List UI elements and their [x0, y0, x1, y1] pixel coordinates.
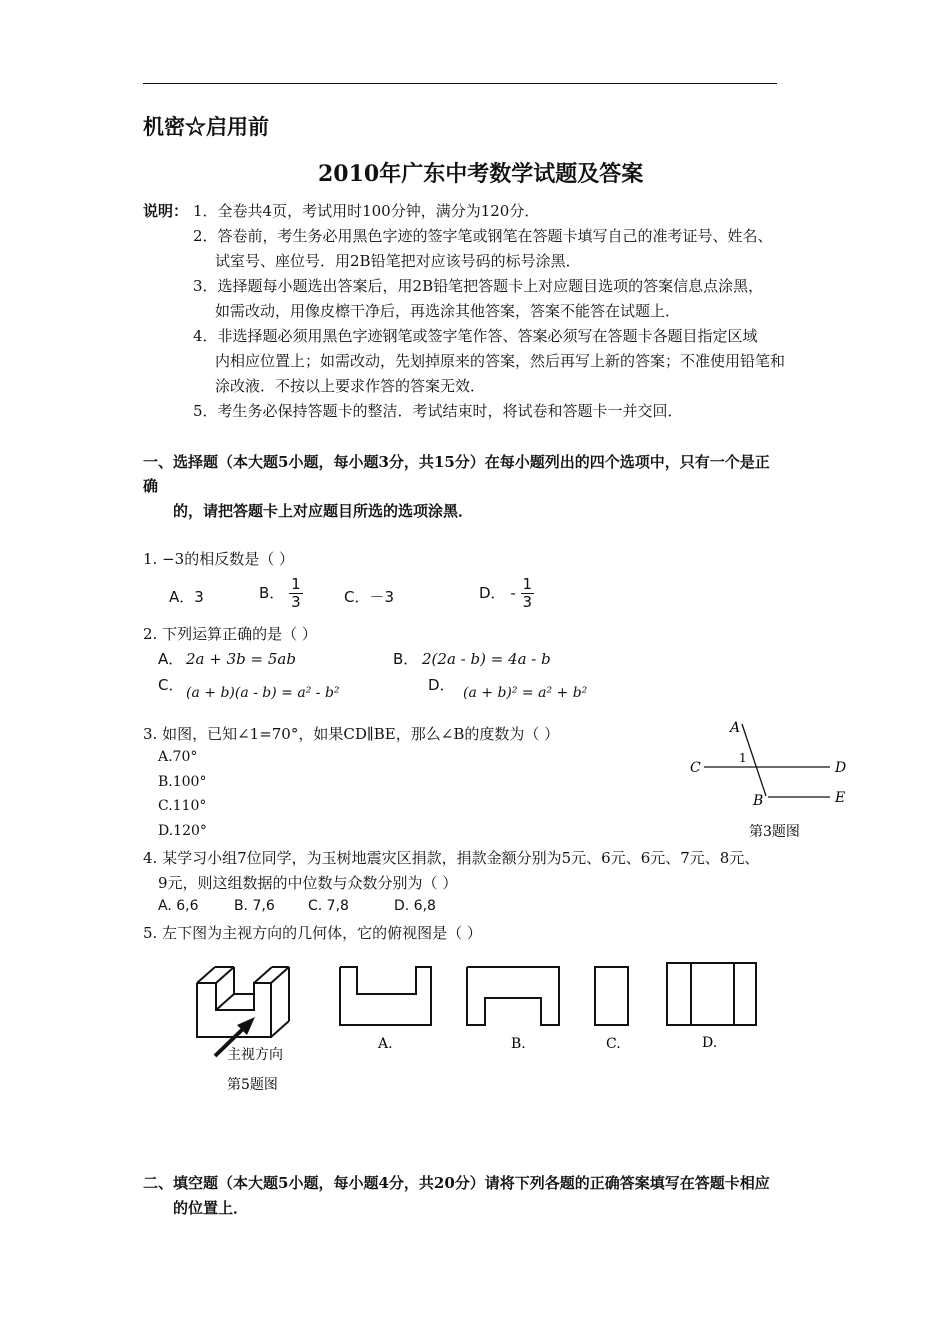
q5-option-c-figure: [595, 967, 628, 1025]
fraction-numerator: 1: [522, 575, 533, 593]
section2-heading: 二、填空题（本大题5小题，每小题4分，共20分）请将下列各题的正确答案填写在答题卡相应: [143, 1174, 770, 1192]
q2-option-c-label: C．: [158, 676, 184, 694]
instruction-line: 3．选择题每小题选出答案后，用2B铅笔把答题卡上对应题目选项的答案信息点涂黑，: [193, 277, 764, 295]
q1-stem: 1. −3的相反数是（ ）: [143, 550, 294, 568]
label-d: D: [835, 760, 847, 776]
view-direction-label: 主视方向: [227, 1047, 283, 1063]
instruction-line: 4．非选择题必须用黑色字迹钢笔或签字笔作答、答案必须写在答题卡各题目指定区域: [193, 327, 758, 345]
instructions-label: 说明：: [143, 202, 189, 220]
q4-option-b: B. 7,6: [234, 898, 275, 914]
q4-option-a: A. 6,6: [158, 898, 199, 914]
instruction-line: 5．考生务必保持答题卡的整洁．考试结束时，将试卷和答题卡一并交回．: [193, 402, 683, 420]
q1-option-b-label: B．: [259, 584, 285, 602]
q3-option-c: C.110°: [158, 798, 207, 814]
instruction-line: 1．全卷共4页，考试用时100分钟，满分为120分．: [193, 202, 540, 220]
q4-option-d: D. 6,8: [394, 898, 436, 914]
fraction-denominator: 3: [522, 593, 533, 611]
section2-heading-cont: 的位置上．: [173, 1199, 249, 1217]
q2-option-c-expr: (a + b)(a - b) = a² - b²: [186, 685, 340, 701]
q1-option-d-label: D．: [479, 584, 506, 602]
q3-stem: 3. 如图，已知∠1=70°，如果CD∥BE，那么∠B的度数为（ ）: [143, 725, 560, 743]
q1-option-b-fraction: [289, 576, 303, 611]
q1-option-a: A．3: [169, 588, 204, 606]
section1-heading-cont: 的，请把答题卡上对应题目所选的选项涂黑．: [173, 502, 474, 520]
page-title: 2010年广东中考数学试题及答案: [318, 161, 644, 187]
q5-figures: [185, 955, 785, 1100]
q2-option-d-label: D．: [428, 676, 455, 694]
label-c: C: [690, 760, 701, 776]
q3-option-d: D.120°: [158, 823, 207, 839]
q3-figure: [680, 712, 870, 847]
q1-option-b: [259, 576, 303, 611]
q5-option-a-figure: [340, 967, 431, 1025]
q4-stem-cont: 9元，则这组数据的中位数与众数分别为（ ）: [158, 874, 458, 892]
q3-figure-caption: 第3题图: [749, 824, 800, 840]
q5-option-b-label: B.: [511, 1036, 526, 1052]
instruction-line: 涂改液．不按以上要求作答的答案无效．: [215, 377, 486, 395]
q4-option-c: C. 7,8: [308, 898, 349, 914]
q2-option-d-expr: (a + b)² = a² + b²: [463, 685, 588, 701]
q4-stem: 4. 某学习小组7位同学，为玉树地震灾区捐款，捐款金额分别为5元、6元、6元、7元、8元、: [143, 849, 760, 867]
q1-option-c: C．－3: [344, 588, 395, 606]
q3-option-a: A.70°: [158, 749, 198, 765]
instruction-line: 如需改动，用像皮檫干净后，再选涂其他答案，答案不能答在试题上．: [215, 302, 681, 320]
q5-figure-caption: 第5题图: [227, 1077, 278, 1093]
q5-option-d-label: D.: [702, 1035, 718, 1051]
section1-heading-cont: 确: [143, 477, 159, 495]
q5-option-c-label: C.: [606, 1036, 621, 1052]
label-angle-1: 1: [739, 751, 747, 765]
label-e: E: [835, 790, 846, 806]
q5-stem: 5. 左下图为主视方向的几何体，它的俯视图是（ ）: [143, 924, 482, 942]
q2-option-b-expr: 2(2a - b) = 4a - b: [422, 650, 551, 668]
label-b: B: [753, 793, 764, 809]
q1-option-d: [479, 576, 534, 611]
fraction-denominator: 3: [291, 593, 301, 611]
section1-heading: 一、选择题（本大题5小题，每小题3分，共15分）在每小题列出的四个选项中，只有一个是正: [143, 453, 770, 471]
q2-option-a-label: A．: [158, 650, 184, 668]
q2-stem: 2. 下列运算正确的是（ ）: [143, 625, 317, 643]
instruction-line: 试室号、座位号．用2B铅笔把对应该号码的标号涂黑．: [215, 252, 581, 270]
fraction-numerator: 1: [291, 575, 301, 593]
q2-option-b-label: B．: [393, 650, 419, 668]
q3-option-b: B.100°: [158, 774, 207, 790]
label-a: A: [730, 720, 741, 736]
q1-option-d-fraction: [521, 576, 535, 611]
q2-option-a-expr: 2a + 3b = 5ab: [186, 650, 296, 668]
q5-option-a-label: A.: [378, 1036, 393, 1052]
confidential-label: 机密☆启用前: [143, 114, 269, 139]
q5-option-b-figure: [467, 967, 559, 1025]
instruction-line: 内相应位置上；如需改动，先划掉原来的答案，然后再写上新的答案；不准使用铅笔和: [215, 352, 786, 370]
q1-option-d-sign: -: [510, 584, 516, 602]
top-rule: [143, 83, 777, 84]
instruction-line: 2．答卷前，考生务必用黑色字迹的签字笔或钢笔在答题卡填写自己的准考证号、姓名、: [193, 227, 773, 245]
q5-option-d-figure: [667, 963, 756, 1025]
